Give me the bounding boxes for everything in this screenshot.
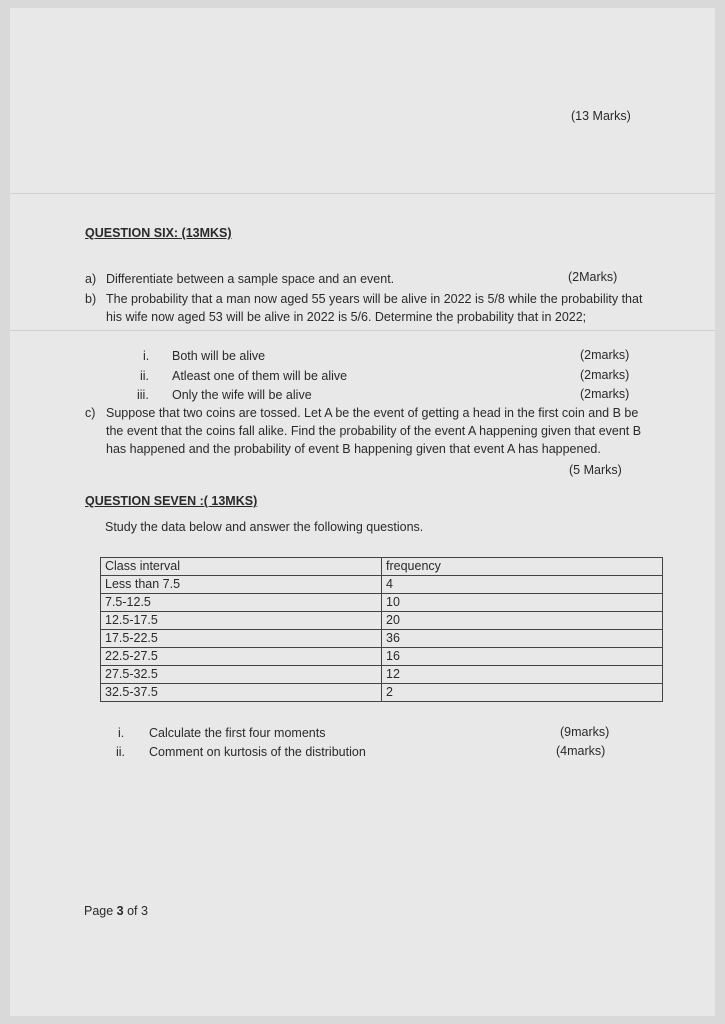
q6-c-label: c) [85, 406, 96, 420]
q7-ii-num: ii. [116, 745, 126, 759]
frequency-cell: 2 [382, 684, 663, 702]
q6-b-ii-text: Atleast one of them will be alive [172, 369, 348, 383]
q7-i-text: Calculate the first four moments [149, 726, 326, 740]
q7-i-num: i. [118, 726, 125, 740]
q6-b-i-marks: (2marks) [580, 348, 630, 362]
class-interval-cell: 32.5-37.5 [101, 684, 382, 702]
q6-b-iii-text: Only the wife will be alive [172, 388, 312, 402]
q6-b-ii-marks: (2marks) [580, 368, 630, 382]
q6-a-label: a) [85, 272, 97, 286]
frequency-table [100, 557, 663, 702]
table-row [101, 594, 663, 612]
q7-ii-marks: (4marks) [556, 744, 606, 758]
question-six-heading: QUESTION SIX: (13MKS) [85, 226, 232, 240]
table-row [101, 648, 663, 666]
class-interval-cell: 27.5-32.5 [101, 666, 382, 684]
frequency-cell: 36 [382, 630, 663, 648]
q6-b-label: b) [85, 292, 97, 306]
q6-b-i-text: Both will be alive [172, 349, 266, 363]
class-interval-cell: 12.5-17.5 [101, 612, 382, 630]
q6-c-text: Suppose that two coins are tossed. Let A be the event of getting a head in the first coin and B be the event that the coins fall alike. Find the probability of the event A happening given that event B has happened and the probability of event B happening given that event A has happened. [106, 406, 642, 456]
class-interval-cell: Less than 7.5 [101, 576, 382, 594]
q6-b-text: The probability that a man now aged 55 years will be alive in 2022 is 5/8 while the probability that his wife now aged 53 will be alive in 2022 is 5/6. Determine the probability that in 2022; [106, 292, 643, 324]
fold-line [10, 193, 715, 194]
q6-b-ii-num: ii. [140, 369, 150, 383]
table-row [101, 684, 663, 702]
table-row [101, 630, 663, 648]
q7-intro: Study the data below and answer the following questions. [105, 520, 424, 534]
header-frequency: frequency [382, 558, 663, 576]
frequency-cell: 16 [382, 648, 663, 666]
frequency-cell: 20 [382, 612, 663, 630]
q6-a-marks: (2Marks) [568, 270, 618, 284]
page-suffix: of 3 [123, 904, 148, 918]
class-interval-cell: 17.5-22.5 [101, 630, 382, 648]
table-header-row [101, 558, 663, 576]
table-row [101, 576, 663, 594]
table-row [101, 666, 663, 684]
q6-b-iii-marks: (2marks) [580, 387, 630, 401]
header-class-interval: Class interval [101, 558, 382, 576]
table-row [101, 612, 663, 630]
frequency-cell: 4 [382, 576, 663, 594]
q7-ii-text: Comment on kurtosis of the distribution [149, 745, 366, 759]
current-page: 3 [116, 904, 124, 918]
question-seven-heading: QUESTION SEVEN :( 13MKS) [85, 494, 258, 508]
page-number [84, 902, 148, 920]
q6-b-iii-num: iii. [137, 388, 149, 402]
class-interval-cell: 22.5-27.5 [101, 648, 382, 666]
exam-page [10, 8, 715, 1016]
q7-i-marks: (9marks) [560, 725, 610, 739]
q6-b-i-num: i. [143, 349, 150, 363]
frequency-cell: 10 [382, 594, 663, 612]
q6-c-marks: (5 Marks) [569, 463, 622, 477]
class-interval-cell: 7.5-12.5 [101, 594, 382, 612]
q6-a-text: Differentiate between a sample space and an event. [106, 272, 395, 286]
previous-question-marks: (13 Marks) [571, 109, 631, 123]
fold-line [10, 330, 715, 331]
page-prefix: Page [84, 904, 117, 918]
frequency-cell: 12 [382, 666, 663, 684]
